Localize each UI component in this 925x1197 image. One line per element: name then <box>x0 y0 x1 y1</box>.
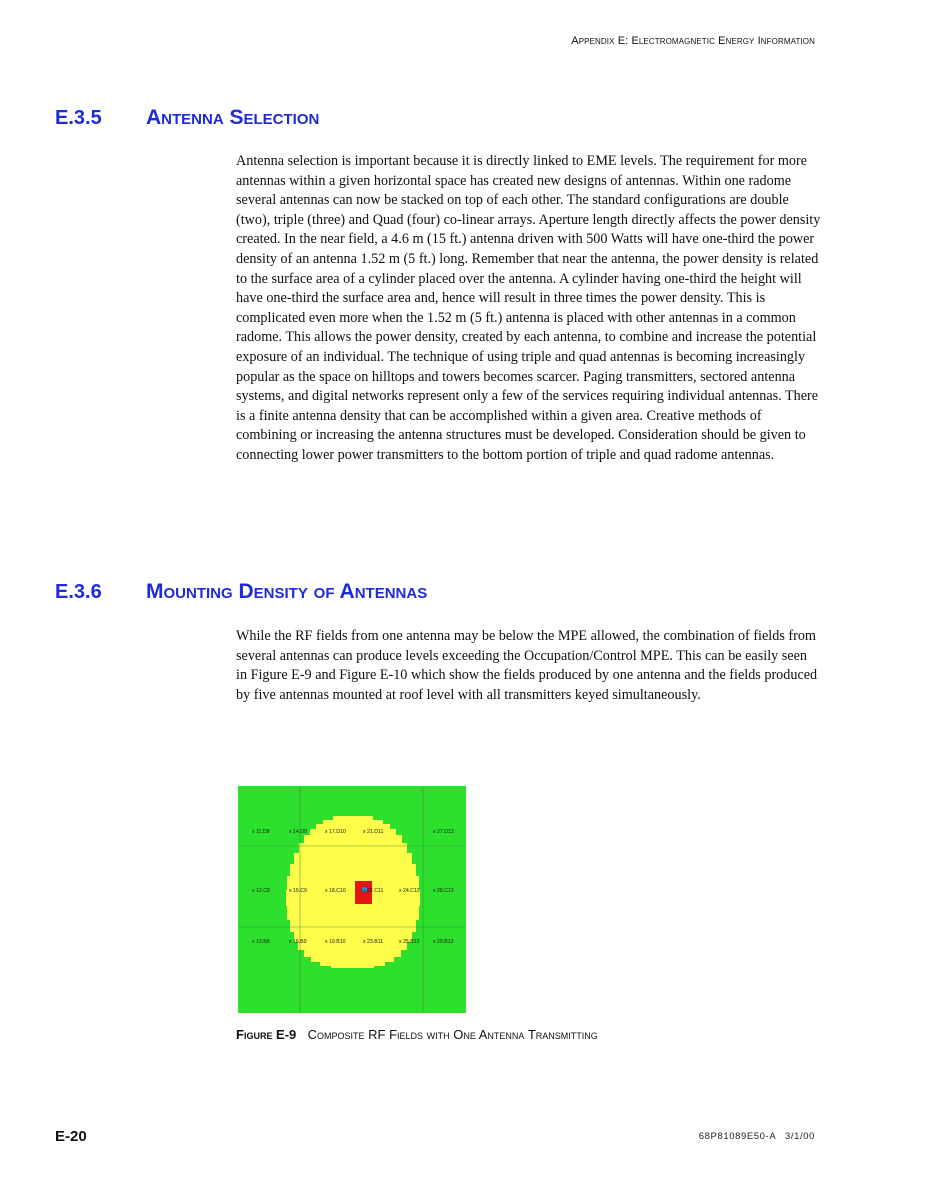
measurement-point-label: x 14.D9 <box>289 829 307 835</box>
document-id: 68P81089E50-A <box>698 1131 776 1142</box>
section-title: Mounting Density of Antennas <box>146 580 428 603</box>
measurement-point-label: x 18.C10 <box>325 888 346 894</box>
measurement-point-label: x 25.B12 <box>399 939 420 945</box>
running-header <box>571 35 815 47</box>
measurement-point-label: x 21.D11 <box>363 829 384 835</box>
measurement-point-label: x 19.B10 <box>325 939 346 945</box>
section-number: E.3.6 <box>55 581 102 603</box>
measurement-point-label: x 11.D8 <box>252 829 270 835</box>
antenna-selection-paragraph: Antenna selection is important because it is directly linked to EME levels. The requirement for more antennas within a given horizontal space has created new designs of antennas. Within one radome several antennas can now be stacked on top of each other. The standard configurations are double (two), triple (three) and Quad (four) co-linear arrays. Aperture length directly affects the power density created. In the near field, a 4.6 m (15 ft.) antenna driven with 500 Watts will have one-third the power density of an antenna 1.52 m (5 ft.) long. Remember that near the antenna, the power density is related to the surface area of a cylinder placed over the antenna. A cylinder having one-third the height will have one-third the surface area and, hence will result in three times the power density. This is complicated even more when the 1.52 m (5 ft.) antenna is placed with other antennas in a common radome. This allows the power density, created by each antenna, to combine and increase the potential exposure of an individual. The technique of using triple and quad antennas is becoming increasingly popular as the space on hilltops and towers becomes scarcer. Paging transmitters, sectored antenna systems, and digital networks represent only a few of the services requiring individual antennas. There is a finite antenna density that can be accomplished within a given area. Creative methods of combining or increasing the antenna structures must be developed. Consideration should be given to connecting lower power transmitters to the bottom portion of triple and quad radome antennas. <box>236 153 821 463</box>
figure-label: Figure E-9 <box>236 1027 297 1042</box>
page-number: E-20 <box>55 1128 87 1145</box>
section-heading-antenna-selection <box>55 106 319 130</box>
section-number: E.3.5 <box>55 107 102 129</box>
measurement-point-label: x 12.C8 <box>252 888 270 894</box>
running-header-text: Appendix E: Electromagnetic Energy Information <box>571 35 815 47</box>
measurement-point-label: x 23.B11 <box>363 939 384 945</box>
measurement-point-label: x 17.D10 <box>325 829 346 835</box>
figure-caption <box>236 1027 598 1042</box>
mounting-density-paragraph: While the RF fields from one antenna may be below the MPE allowed, the combination of fields from several antennas can produce levels exceeding the Occupation/Control MPE. This can be easily seen in Figure E-9 and Figure E-10 which show the fields produced by one antenna and the fields produced by five antennas mounted at roof level with all transmitters keyed simultaneously. <box>236 628 818 703</box>
measurement-point-label: x 27.D13 <box>433 829 454 835</box>
rf-field-figure <box>238 786 466 1013</box>
figure-caption-text: Composite RF Fields with One Antenna Transmitting <box>307 1027 598 1042</box>
measurement-point-label: x 22.C11 <box>363 888 384 894</box>
footer-doc-info <box>699 1131 815 1142</box>
measurement-point-label: x 16.B9 <box>289 939 307 945</box>
measurement-point-label: x 24.C12 <box>399 888 420 894</box>
section-title: Antenna Selection <box>146 106 320 129</box>
document-date: 3/1/00 <box>784 1131 815 1142</box>
measurement-point-label: x 15.C9 <box>289 888 307 894</box>
section-heading-mounting-density <box>55 580 427 604</box>
measurement-point-label: x 29.B13 <box>433 939 454 945</box>
measurement-point-label: x 28.C13 <box>433 888 454 894</box>
measurement-point-label: x 13.B8 <box>252 939 270 945</box>
